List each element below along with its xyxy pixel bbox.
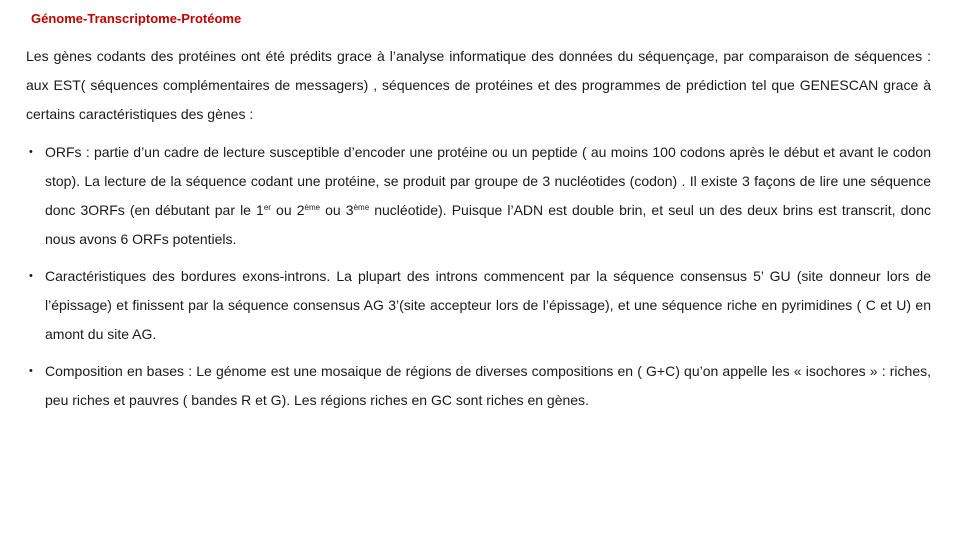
slide-title: Génome-Transcriptome-Protéome	[31, 11, 242, 26]
bullet-dot-icon: •	[29, 365, 33, 377]
bullet-orfs-text-b: ou 2	[270, 202, 305, 218]
superscript-eme-2: ème	[304, 203, 321, 212]
bullet-composition	[26, 357, 931, 415]
intro-paragraph: Les gènes codants des protéines ont été prédits grace à l’analyse informatique des données du séquençage, par comparaison de séquences : aux EST( séquences complémentaires de messagers) , séquences de protéines et des programmes de prédiction tel que GENESCAN grace à certains caractéristiques des gènes :	[26, 48, 931, 122]
bullet-orfs-text-c: ou 3	[320, 202, 354, 218]
bullet-orfs-text-d: nucléotide). Puisque l’ADN est double brin, et seul un des deux brins est transcrit, donc nous avons 6 ORFs potentiels.	[45, 202, 932, 247]
bullet-dot-icon: •	[29, 146, 33, 158]
bullet-orfs	[26, 138, 931, 254]
bullet-exon-intron-text: Caractéristiques des bordures exons-introns. La plupart des introns commencent par la séquence consensus 5’ GU (site donneur lors de l’épissage) et finissent par la séquence consensus AG 3’(site accepteur lors de l’épissage), et une séquence riche en pyrimidines ( C et U) en amont du site AG.	[45, 268, 931, 342]
bullet-exon-intron	[26, 262, 931, 349]
bullet-list	[26, 138, 931, 423]
superscript-eme-3: ème	[353, 203, 370, 212]
bullet-dot-icon: •	[29, 270, 33, 282]
bullet-orfs-text-a: ORFs : partie d’un cadre de lecture susceptible d’encoder une protéine ou un peptide ( au moins 100 codons après le début et avant le codon stop). La lecture de la séquence codant une protéine, se produit par groupe de 3 nucléotides (codon) . Il existe 3 façons de lire une séquence donc 3ORFs (en débutant par le 1	[45, 144, 931, 218]
bullet-composition-text: Composition en bases : Le génome est une mosaique de régions de diverses compositions en ( G+C) qu’on appelle les « isochores » : riches, peu riches et pauvres ( bandes R et G). Les régions riches en GC sont riches en gènes.	[45, 363, 931, 408]
superscript-er: er	[263, 203, 271, 212]
